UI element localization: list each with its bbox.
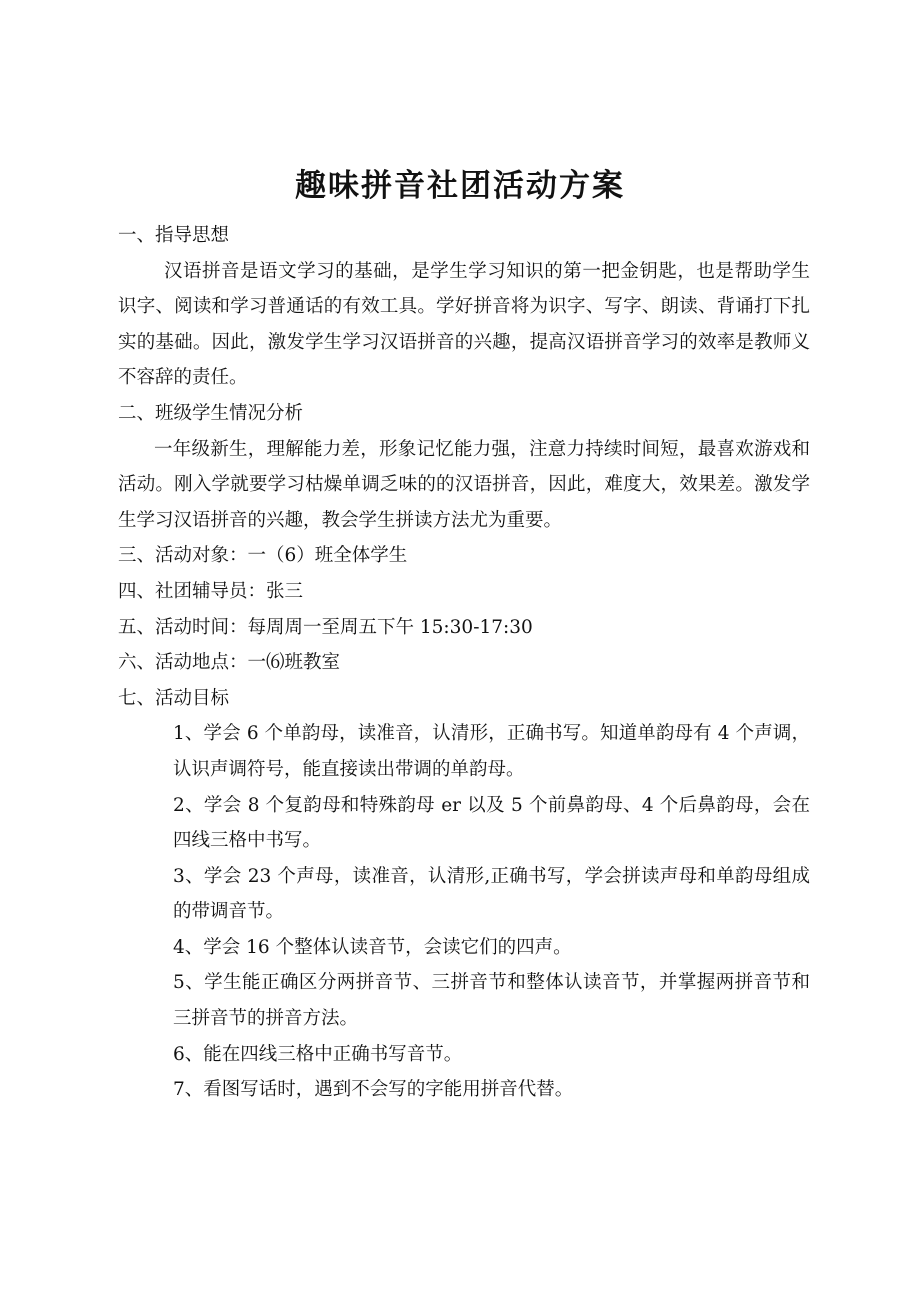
document-body [118,218,810,1108]
goal-item: 1、学会 6 个单韵母，读准音，认清形，正确书写。知道单韵母有 4 个声调，认识声调符号，能直接读出带调的单韵母。 [173,723,810,780]
section-body-class-analysis: 一年级新生，理解能力差，形象记忆能力强，注意力持续时间短，最喜欢游戏和活动。刚入学就要学习枯燥单调乏味的的汉语拼音，因此，难度大，效果差。激发学生学习汉语拼音的兴趣，教会学生拼读方法尤为重要。 [118,438,810,531]
section-body-guiding-ideology: 汉语拼音是语文学习的基础，是学生学习知识的第一把金钥匙，也是帮助学生识字、阅读和学习普通话的有效工具。学好拼音将为识字、写字、朗读、背诵打下扎实的基础。因此，激发学生学习汉语拼音的兴趣，提高汉语拼音学习的效率是教师义不容辞的责任。 [118,260,810,389]
section-heading-guiding-ideology: 一、指导思想 [118,225,230,246]
section-activity-time: 五、活动时间：每周周一至周五下午 15:30-17:30 [118,616,533,638]
goal-item: 5、学生能正确区分两拼音节、三拼音节和整体认读音节，并掌握两拼音节和三拼音节的拼音方法。 [173,972,810,1030]
goal-item: 3、学会 23 个声母，读准音，认清形,正确书写，学会拼读声母和单韵母组成的带调音节。 [173,865,810,923]
section-heading-activity-goals: 七、活动目标 [118,687,230,709]
document-title: 趣味拼音社团活动方案 [295,168,625,204]
goal-item: 4、学会 16 个整体认读音节，会读它们的四声。 [173,936,572,958]
section-heading-class-analysis: 二、班级学生情况分析 [118,402,304,424]
goal-item: 6、能在四线三格中正确书写音节。 [173,1043,463,1065]
section-activity-target: 三、活动对象：一（6）班全体学生 [118,545,408,567]
goal-item: 7、看图写话时，遇到不会写的字能用拼音代替。 [173,1079,574,1101]
goal-item: 2、学会 8 个复韵母和特殊韵母 er 以及 5 个前鼻韵母、4 个后鼻韵母，会在四线三格中书写。 [173,794,810,852]
section-club-counselor: 四、社团辅导员：张三 [118,580,304,602]
section-activity-location: 六、活动地点：一⑹班教室 [118,652,341,674]
